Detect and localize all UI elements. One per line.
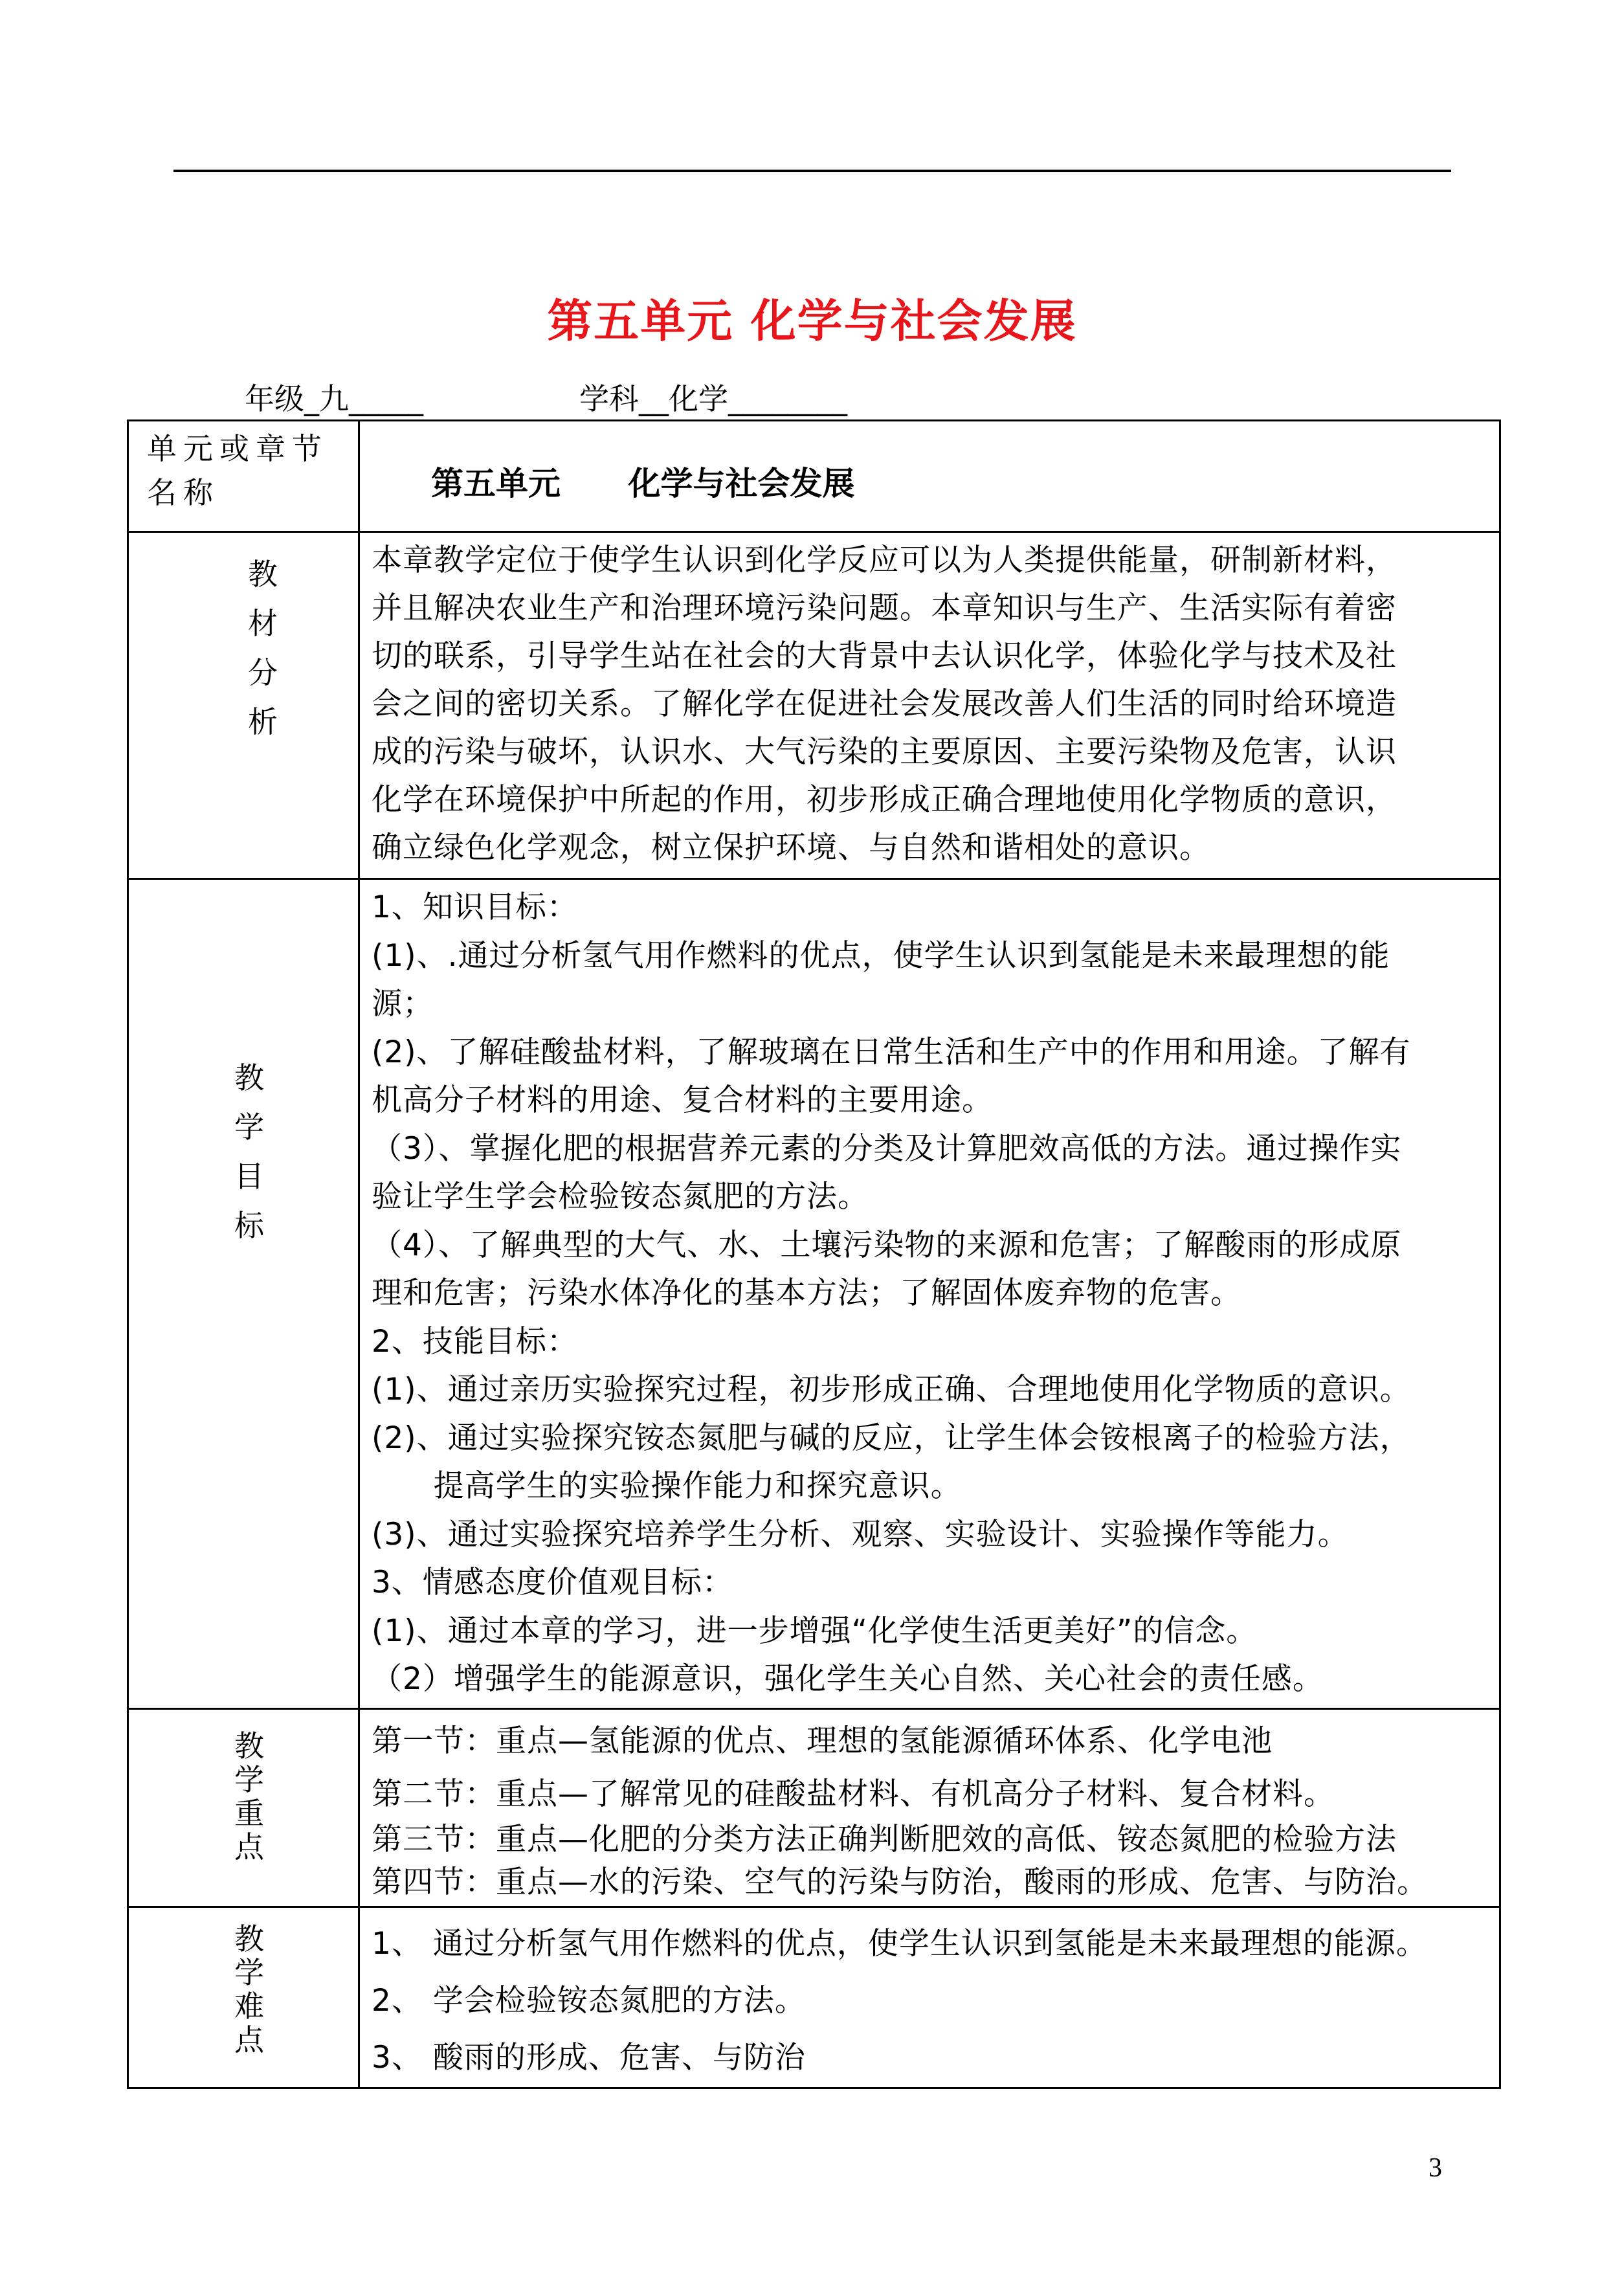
page-number: 3	[1429, 2153, 1442, 2183]
label-char: 教	[234, 1060, 264, 1095]
label-char: 点	[234, 1829, 264, 1864]
material-analysis-label	[128, 532, 359, 879]
difficult-points-label	[128, 1907, 359, 2088]
text-line: (2)、了解硅酸盐材料，了解玻璃在日常生活和生产中的作用和用途。了解有	[372, 1034, 1411, 1070]
unit-label-line-1: 单元或章节	[147, 431, 328, 466]
label-char: 点	[234, 2022, 264, 2057]
text-line: 理和危害；污染水体净化的基本方法；了解固体废弃物的危害。	[372, 1275, 1241, 1311]
label-char: 材	[248, 606, 278, 641]
text-line: 确立绿色化学观念，树立保护环境、与自然和谐相处的意识。	[372, 830, 1210, 866]
text-line: 第一节：重点—氢能源的优点、理想的氢能源循环体系、化学电池	[372, 1723, 1273, 1759]
key-points-content	[359, 1709, 1500, 1907]
text-line: 源；	[372, 986, 434, 1022]
teaching-goals-content	[359, 879, 1500, 1709]
label-char: 教	[234, 1921, 264, 1956]
label-char: 析	[248, 704, 278, 739]
subject-field: 学科__化学________	[579, 381, 847, 416]
text-line: 第四节：重点—水的污染、空气的污染与防治，酸雨的形成、危害、与防治。	[372, 1864, 1428, 1900]
text-line: （4）、了解典型的大气、水、土壤污染物的来源和危害；了解酸雨的形成原	[372, 1227, 1402, 1263]
text-line: 提高学生的实验操作能力和探究意识。	[372, 1468, 962, 1504]
text-line: 1、知识目标：	[372, 889, 578, 925]
text-line: 验让学生学会检验铵态氮肥的方法。	[372, 1179, 869, 1214]
teaching-goals-row	[128, 879, 1500, 1709]
label-char: 分	[248, 655, 278, 690]
text-line: 机高分子材料的用途、复合材料的主要用途。	[372, 1082, 993, 1118]
text-line: 3、情感态度价值观目标：	[372, 1565, 733, 1600]
text-line: 切的联系，引导学生站在社会的大背景中去认识化学，体验化学与技术及社	[372, 638, 1397, 674]
text-line: 1、 通过分析氢气用作燃料的优点，使学生认识到氢能是未来最理想的能源。	[372, 1926, 1427, 1962]
label-char: 标	[234, 1208, 264, 1243]
text-line: （3）、掌握化肥的根据营养元素的分类及计算肥效高低的方法。通过操作实	[372, 1130, 1402, 1167]
lesson-plan-table	[127, 419, 1501, 2089]
text-line: 并且解决农业生产和治理环境污染问题。本章知识与生产、生活实际有着密	[372, 590, 1397, 626]
header-rule	[173, 170, 1451, 172]
text-line: 化学在环境保护中所起的作用，初步形成正确合理地使用化学物质的意识，	[372, 782, 1397, 818]
text-line: 成的污染与破坏，认识水、大气污染的主要原因、主要污染物及危害，认识	[372, 734, 1397, 770]
document-title: 第五单元 化学与社会发展	[547, 295, 1077, 348]
difficult-points-content	[359, 1907, 1500, 2088]
unit-label-cell	[128, 421, 359, 532]
label-char: 教	[248, 557, 278, 592]
text-line: 2、 学会检验铵态氮肥的方法。	[372, 1983, 806, 2019]
key-points-label	[128, 1709, 359, 1907]
material-analysis-row	[128, 532, 1500, 879]
text-line: 第二节：重点—了解常见的硅酸盐材料、有机高分子材料、复合材料。	[372, 1776, 1335, 1812]
text-line: (1)、通过亲历实验探究过程，初步形成正确、合理地使用化学物质的意识。	[372, 1372, 1411, 1407]
text-line: 3、 酸雨的形成、危害、与防治	[372, 2040, 806, 2075]
text-line: 第三节：重点—化肥的分类方法正确判断肥效的高低、铵态氮肥的检验方法	[372, 1822, 1397, 1857]
text-line: (2)、通过实验探究铵态氮肥与碱的反应，让学生体会铵根离子的检验方法，	[372, 1420, 1411, 1456]
text-line: 本章教学定位于使学生认识到化学反应可以为人类提供能量，研制新材料，	[372, 542, 1397, 578]
unit-row	[128, 421, 1500, 532]
text-line: (1)、通过本章的学习，进一步增强“化学使生活更美好”的信念。	[372, 1613, 1258, 1649]
text-line: (1)、.通过分析氢气用作燃料的优点，使学生认识到氢能是未来最理想的能	[372, 937, 1390, 974]
material-analysis-content	[359, 532, 1500, 879]
text-line: （2）增强学生的能源意识，强化学生关心自然、关心社会的责任感。	[372, 1661, 1324, 1697]
label-char: 教	[234, 1728, 264, 1763]
label-char: 学	[234, 1762, 264, 1797]
difficult-points-row	[128, 1907, 1500, 2088]
label-char: 目	[234, 1159, 264, 1194]
label-char: 重	[234, 1796, 264, 1831]
grade-field: 年级_九_____	[245, 381, 423, 416]
unit-label-line-2: 名称	[147, 475, 219, 510]
teaching-goals-label	[128, 879, 359, 1709]
label-char: 学	[234, 1955, 264, 1990]
label-char: 难	[234, 1989, 264, 2024]
text-line: 会之间的密切关系。了解化学在促进社会发展改善人们生活的同时给环境造	[372, 686, 1397, 722]
key-points-row	[128, 1709, 1500, 1907]
unit-name-cell: 第五单元 化学与社会发展	[359, 421, 1500, 532]
text-line: 2、技能目标：	[372, 1323, 578, 1359]
label-char: 学	[234, 1110, 264, 1145]
text-line: (3)、通过实验探究培养学生分析、观察、实验设计、实验操作等能力。	[372, 1516, 1349, 1552]
